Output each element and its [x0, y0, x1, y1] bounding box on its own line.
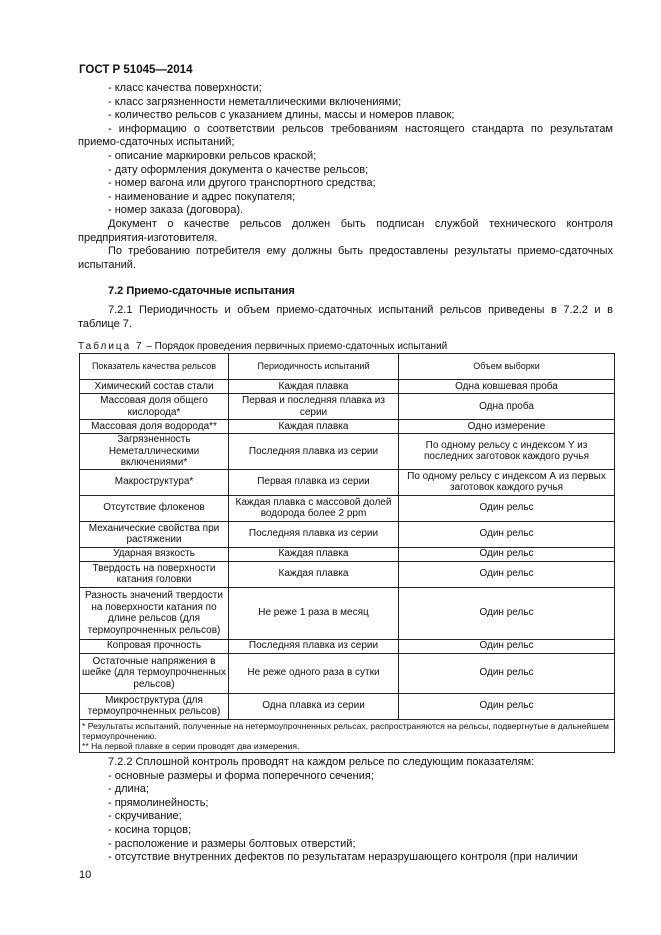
- column-header: Объем выборки: [399, 354, 615, 380]
- table-cell: Каждая плавка: [229, 380, 399, 394]
- table-cell: Один рельс: [399, 521, 615, 547]
- table-cell: Каждая плавка: [229, 561, 399, 587]
- list-item: - скручивание;: [108, 810, 182, 823]
- list-item: - дату оформления документа о качестве рельсов;: [108, 163, 369, 176]
- table-row: [80, 420, 615, 434]
- list-item: - основные размеры и форма поперечного сечения;: [108, 769, 374, 782]
- column-header: Показатель качества рельсов: [80, 354, 229, 380]
- table-cell: Одна плавка из серии: [229, 693, 399, 719]
- section-title: 7.2 Приемо-сдаточные испытания: [108, 285, 295, 297]
- paragraph-text: 7.2.1 Периодичность и объем приемо-сдаточных испытаний рельсов приведены в 7.2.2 и в таблице 7.: [78, 304, 613, 330]
- table-cell: Массовая доля общего кислорода*: [80, 394, 229, 420]
- list-item: - класс качества поверхности;: [108, 82, 262, 94]
- table-cell: Один рельс: [399, 693, 615, 719]
- table-cell: Разность значений твердости на поверхности катания по длине рельсов (для термоупрочненных рельсов): [80, 587, 229, 639]
- paragraph-request: По требованию потребителя ему должны быть предоставлены результаты приемо-сдаточных испытаний.: [78, 245, 613, 271]
- table-cell: Массовая доля водорода**: [80, 420, 229, 434]
- list-item: - расположение и размеры болтовых отверстий;: [108, 837, 356, 850]
- table-cell: Один рельс: [399, 561, 615, 587]
- table-cell: Каждая плавка с массовой долей водорода более 2 ppm: [229, 495, 399, 521]
- table-cell: Ударная вязкость: [80, 547, 229, 561]
- paragraph-7-2-2: [78, 756, 613, 865]
- table-row: [80, 653, 615, 693]
- table-cell: Одна проба: [399, 394, 615, 420]
- table-cell: Один рельс: [399, 653, 615, 693]
- table-cell: Один рельс: [399, 639, 615, 653]
- table-row: [80, 495, 615, 521]
- table-row: [80, 469, 615, 495]
- list-item: - класс загрязненности неметаллическими включениями;: [108, 95, 402, 108]
- document-header: ГОСТ Р 51045—2014: [79, 64, 193, 76]
- table-cell: Макроструктура*: [80, 469, 229, 495]
- list-item: - номер вагона или другого транспортного средства;: [108, 177, 376, 190]
- table-caption-label: Таблица 7: [78, 341, 144, 352]
- paragraph-signature: Документ о качестве рельсов должен быть подписан службой технического контроля предприятия-изготовителя.: [78, 217, 613, 244]
- list-item: - прямолинейность;: [108, 796, 209, 809]
- table-row: [80, 547, 615, 561]
- table-cell: Химический состав стали: [80, 380, 229, 394]
- table-cell: Механические свойства при растяжении: [80, 521, 229, 547]
- table-row: [80, 394, 615, 420]
- table-cell: Не реже 1 раза в месяц: [229, 587, 399, 639]
- table-cell: Один рельс: [399, 495, 615, 521]
- list-item: - отсутствие внутренних дефектов по результатам неразрушающего контроля (при наличии: [108, 851, 578, 864]
- table-cell: Одно измерение: [399, 420, 615, 434]
- table-cell: Загрязненность Неметаллическими включениями*: [80, 434, 229, 470]
- table-cell: Твердость на поверхности катания головки: [80, 561, 229, 587]
- table-cell: Копровая прочность: [80, 639, 229, 653]
- table-cell: Каждая плавка: [229, 420, 399, 434]
- column-header: Периодичность испытаний: [229, 354, 399, 380]
- table-cell: Один рельс: [399, 547, 615, 561]
- paragraph-text: 7.2.2 Сплошной контроль проводят на каждом рельсе по следующим показателям:: [108, 756, 535, 768]
- table-cell: Каждая плавка: [229, 547, 399, 561]
- table-row: [80, 521, 615, 547]
- list-item: - информацию о соответствии рельсов требованиям настоящего стандарта по результатам приемо-сдаточных испытаний;: [78, 122, 613, 149]
- table-row: [80, 561, 615, 587]
- table-cell: Последняя плавка из серии: [229, 434, 399, 470]
- table-cell: Отсутствие флокенов: [80, 495, 229, 521]
- table-row: [80, 693, 615, 719]
- table-row: [80, 434, 615, 470]
- footnote: * Результаты испытаний, полученные на нетермоупрочненных рельсах, распространяются на рельсы, подвергнутые в дальнейшем термоупрочнению.: [82, 720, 609, 741]
- table-header-row: [80, 354, 615, 380]
- table-cell: Микроструктура (для термоупрочненных рельсов): [80, 693, 229, 719]
- list-item: - длина;: [108, 783, 149, 796]
- paragraph-7-2-1: [78, 304, 613, 331]
- table-cell: Один рельс: [399, 587, 615, 639]
- top-text-block: [78, 82, 613, 272]
- table-cell: По одному рельсу с индексом А из первых заготовок каждого ручья: [399, 469, 615, 495]
- table-cell: Последняя плавка из серии: [229, 639, 399, 653]
- list-item: - количество рельсов с указанием длины, массы и номеров плавок;: [108, 109, 455, 122]
- table-caption-text: – Порядок проведения первичных приемо-сдаточных испытаний: [143, 341, 448, 352]
- list-item: - наименование и адрес покупателя;: [108, 190, 296, 203]
- table-row: [80, 639, 615, 653]
- table-caption: [78, 341, 447, 352]
- list-item: - номер заказа (договора).: [108, 204, 244, 217]
- table-cell: Остаточные напряжения в шейке (для термоупрочненных рельсов): [80, 653, 229, 693]
- table-cell: Последняя плавка из серии: [229, 521, 399, 547]
- table-cell: Первая плавка из серии: [229, 469, 399, 495]
- table-cell: По одному рельсу с индексом Y из последних заготовок каждого ручья: [399, 434, 615, 470]
- table-cell: Первая и последняя плавка из серии: [229, 394, 399, 420]
- footnote: ** На первой плавке в серии проводят два измерения.: [82, 741, 300, 752]
- table-7: [79, 353, 615, 753]
- page-number: 10: [79, 869, 92, 881]
- table-row: [80, 587, 615, 639]
- table-cell: Не реже одного раза в сутки: [229, 653, 399, 693]
- table-cell: Одна ковшевая проба: [399, 380, 615, 394]
- list-item: - косина торцов;: [108, 823, 192, 836]
- table-footnote-row: [80, 719, 615, 753]
- list-item: - описание маркировки рельсов краской;: [108, 149, 317, 162]
- table-row: [80, 380, 615, 394]
- table-footnotes: [80, 719, 615, 753]
